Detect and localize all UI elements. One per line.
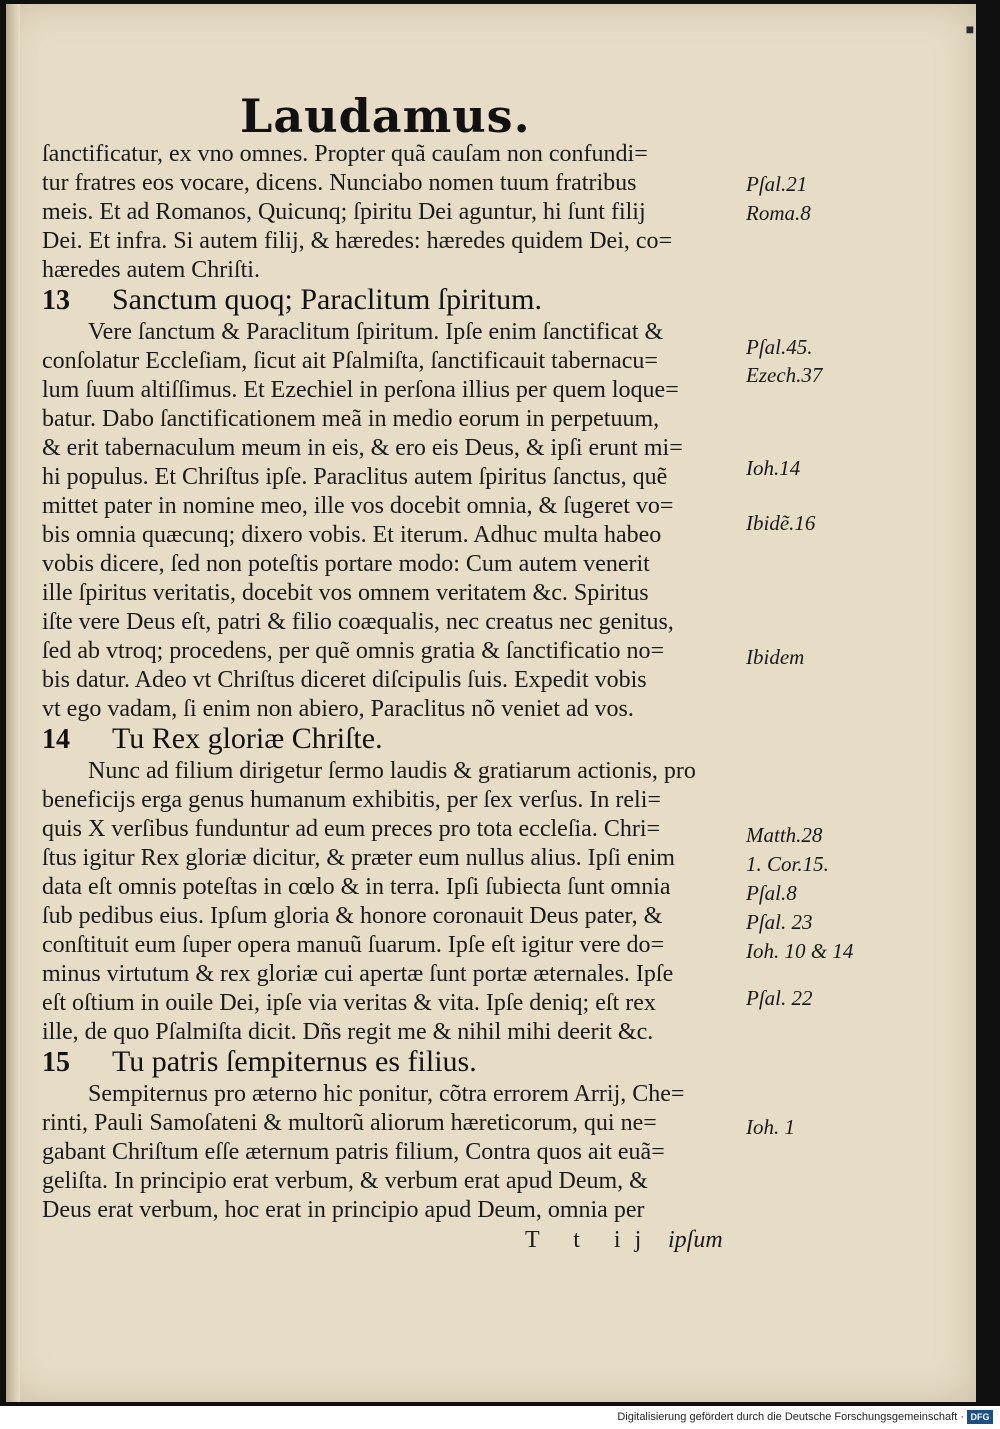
running-head: Laudamus. xyxy=(240,89,531,143)
body-line: quis X verſibus funduntur ad eum preces pro tota eccleſia. Chri= xyxy=(42,816,661,842)
signature-mark: T t ij xyxy=(525,1227,656,1253)
verse-heading-text: Tu patris ſempiternus es filius. xyxy=(112,1045,477,1078)
body-line: minus virtutum & rex gloriæ cui apertæ ſunt portæ æternales. Ipſe xyxy=(42,961,674,987)
body-line: ſed ab vtroq; procedens, per quẽ omnis gratia & ſanctificatio no= xyxy=(42,638,665,664)
body-line: hæredes autem Chriſti. xyxy=(42,257,260,283)
body-line: Vere ſanctum & Paraclitum ſpiritum. Ipſe enim ſanctificat & xyxy=(88,319,664,345)
body-line: conſtituit eum ſuper opera manuũ ſuarum. Ipſe eſt igitur vere do= xyxy=(42,932,665,958)
body-line: bis datur. Adeo vt Chriſtus diceret diſcipulis ſuis. Expedit vobis xyxy=(42,667,647,693)
margin-note: Pſal. 23 xyxy=(746,910,813,934)
body-line: Sempiternus pro æterno hic ponitur, cõtra errorem Arrij, Che= xyxy=(88,1081,685,1107)
body-line: data eſt omnis poteſtas in cœlo & in terra. Ipſi ſubiecta ſunt omnia xyxy=(42,874,671,900)
body-line: iſte vere Deus eſt, patri & filio coæqualis, nec creatus nec genitus, xyxy=(42,609,674,635)
body-line: geliſta. In principio erat verbum, & verbum erat apud Deum, & xyxy=(42,1168,648,1194)
body-line: lum ſuum altiſſimus. Et Ezechiel in perſona illius per quem loque= xyxy=(42,377,679,403)
margin-note: Pſal.21 xyxy=(746,172,808,196)
verse-heading-text: Sanctum quoq; Paraclitum ſpiritum. xyxy=(112,283,542,316)
verse-heading-14 xyxy=(42,722,383,757)
margin-note: Ibidẽ.16 xyxy=(746,511,816,535)
margin-note: Ioh. 10 & 14 xyxy=(746,939,854,963)
body-line: beneficijs erga genus humanum exhibitis, per ſex verſus. In reli= xyxy=(42,787,661,813)
margin-note: 1. Cor.15. xyxy=(746,852,829,876)
margin-note: Ioh. 1 xyxy=(746,1115,795,1139)
verse-number: 15 xyxy=(42,1047,70,1078)
margin-note: Ioh.14 xyxy=(746,456,801,480)
body-line: rinti, Pauli Samoſateni & multorũ aliorum hæreticorum, qui ne= xyxy=(42,1110,657,1136)
margin-note: Pſal. 22 xyxy=(746,986,813,1010)
margin-note: Pſal.45. xyxy=(746,335,813,359)
body-line: vobis dicere, ſed non poteſtis portare modo: Cum autem venerit xyxy=(42,551,650,577)
verse-number: 14 xyxy=(42,724,70,755)
catchword: ipſum xyxy=(668,1227,723,1253)
body-line: eſt oſtium in ouile Dei, ipſe via veritas & vita. Ipſe deniq; eſt rex xyxy=(42,990,656,1016)
body-line: Dei. Et infra. Si autem filij, & hæredes: hæredes quidem Dei, co= xyxy=(42,228,673,254)
body-line: meis. Et ad Romanos, Quicunq; ſpiritu Dei aguntur, hi ſunt filij xyxy=(42,199,646,225)
verse-heading-text: Tu Rex gloriæ Chriſte. xyxy=(112,722,383,755)
verse-heading-15 xyxy=(42,1045,477,1080)
margin-note: Matth.28 xyxy=(746,823,823,847)
body-line: gabant Chriſtum eſſe æternum patris filium, Contra quos ait euã= xyxy=(42,1139,665,1165)
body-line: Deus erat verbum, hoc erat in principio apud Deum, omnia per xyxy=(42,1197,645,1223)
body-line: ille, de quo Pſalmiſta dicit. Dñs regit me & nihil mihi deerit &c. xyxy=(42,1019,654,1045)
dfg-logo[interactable]: DFG xyxy=(967,1410,993,1424)
body-line: hi populus. Et Chriſtus ipſe. Paraclitus autem ſpiritus ſanctus, quẽ xyxy=(42,464,668,490)
verse-heading-13 xyxy=(42,283,542,318)
margin-note: Roma.8 xyxy=(746,201,811,225)
body-line: ſtus igitur Rex gloriæ dicitur, & præter eum nullus alius. Ipſi enim xyxy=(42,845,675,871)
body-line: tur fratres eos vocare, dicens. Nunciabo nomen tuum fratribus xyxy=(42,170,637,196)
body-line: & erit tabernaculum meum in eis, & ero eis Deus, & ipſi erunt mi= xyxy=(42,435,683,461)
body-line: ſanctificatur, ex vno omnes. Propter quã cauſam non confundi= xyxy=(42,141,648,167)
margin-note: Ezech.37 xyxy=(746,363,823,387)
margin-note: Pſal.8 xyxy=(746,881,797,905)
corner-mark: ■ xyxy=(965,23,975,38)
verse-number: 13 xyxy=(42,285,70,316)
page-binding-edge xyxy=(6,4,20,1402)
body-line: bis omnia quæcunq; dixero vobis. Et iterum. Adhuc multa habeo xyxy=(42,522,662,548)
body-line: mittet pater in nomine meo, ille vos docebit omnia, & ſugeret vo= xyxy=(42,493,674,519)
body-line: ſub pedibus eius. Ipſum gloria & honore coronauit Deus pater, & xyxy=(42,903,663,929)
body-line: batur. Dabo ſanctificationem meã in medio eorum in perpetuum, xyxy=(42,406,660,432)
body-line: conſolatur Eccleſiam, ſicut ait Pſalmiſta, ſanctificauit tabernacu= xyxy=(42,348,658,374)
body-line: ille ſpiritus veritatis, docebit vos omnem veritatem &c. Spiritus xyxy=(42,580,649,606)
footer-credit: Digitalisierung gefördert durch die Deutsche Forschungsgemeinschaft · xyxy=(617,1411,964,1423)
body-line: Nunc ad filium dirigetur ſermo laudis & gratiarum actionis, pro xyxy=(88,758,696,784)
body-line: vt ego vadam, ſi enim non abiero, Paraclitus nõ veniet ad vos. xyxy=(42,696,634,722)
margin-note: Ibidem xyxy=(746,645,805,669)
